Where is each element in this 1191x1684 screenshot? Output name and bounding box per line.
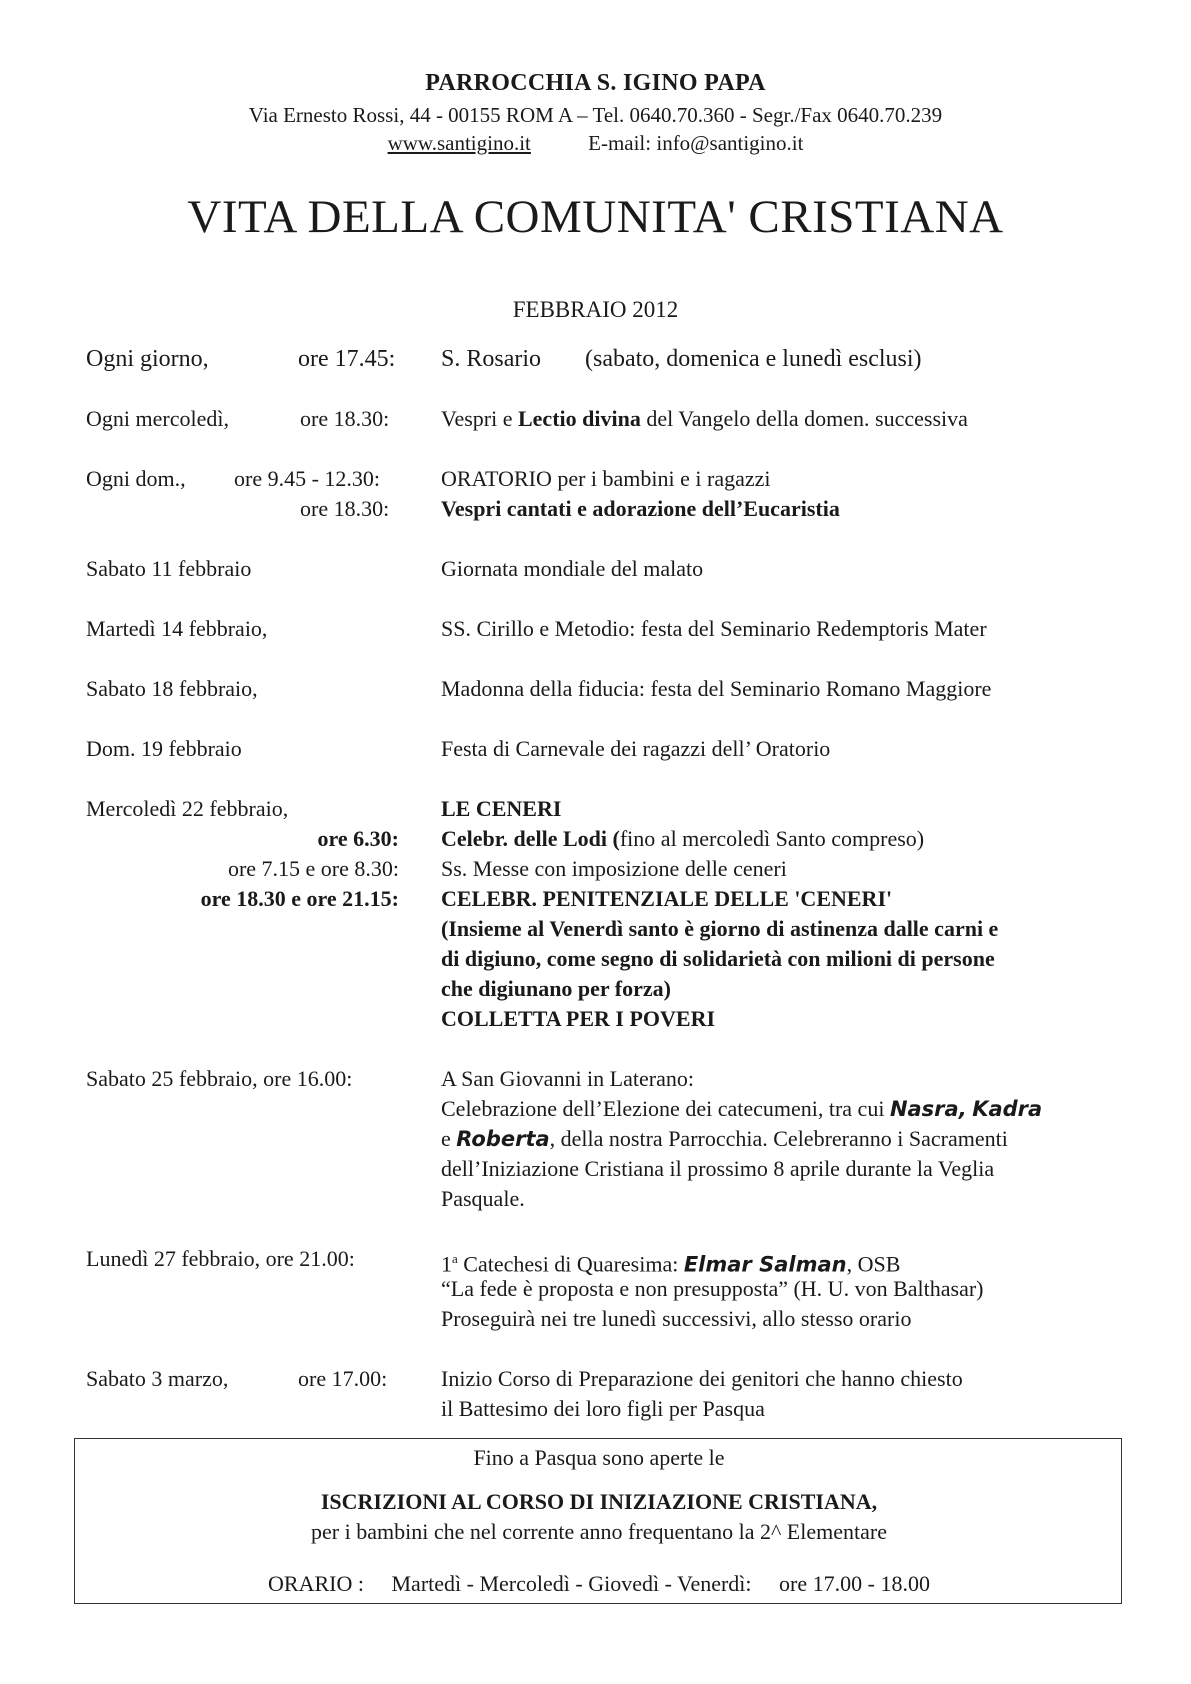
event-what: S. Rosario (441, 346, 542, 372)
notice-schedule: ORARIO : Martedì - Mercoledì - Giovedì - Venerdì: ore 17.00 - 18.00 (268, 1571, 930, 1596)
notice-audience: per i bambini che nel corrente anno frequentano la 2^ Elementare (311, 1519, 887, 1544)
event-what: Vespri e Lectio divina del Vangelo della domen. successiva (441, 406, 968, 431)
event-detail: “La fede è proposta e non presupposta” (H. U. von Balthasar) (441, 1276, 984, 1301)
event-time: ore 6.30: (317, 826, 399, 851)
event-time: ore 17.45: (298, 346, 396, 372)
event-when: Sabato 25 febbraio, ore 16.00: (86, 1066, 353, 1091)
event-detail: che digiunano per forza) (441, 976, 671, 1001)
event-what: Ss. Messe con imposizione delle ceneri (441, 856, 787, 881)
event-time: ore 18.30 e ore 21.15: (200, 886, 399, 911)
event-what: Madonna della fiducia: festa del Seminario Romano Maggiore (441, 676, 992, 701)
enrollment-notice-box (74, 1438, 1122, 1604)
event-when: Martedì 14 febbraio, (86, 616, 268, 641)
catechumen-name: Nasra, (889, 1097, 967, 1121)
event-what: Celebr. delle Lodi (fino al mercoledì Santo compreso) (441, 826, 925, 851)
event-when: Ogni dom., (86, 466, 186, 491)
event-what: A San Giovanni in Laterano: (441, 1066, 694, 1091)
parish-address: Via Ernesto Rossi, 44 - 00155 ROM A – Tel. 0640.70.360 - Segr./Fax 0640.70.239 (248, 103, 943, 127)
event-detail: Proseguirà nei tre lunedì successivi, allo stesso orario (441, 1306, 912, 1331)
lectio-divina: Lectio divina (517, 406, 641, 431)
event-detail: di digiuno, come segno di solidarietà con milioni di persone (441, 946, 995, 971)
event-when: Sabato 11 febbraio (86, 556, 252, 581)
event-detail: il Battesimo dei loro figli per Pasqua (441, 1396, 765, 1421)
event-when: Ogni giorno, (86, 346, 209, 372)
catechumen-name: Kadra (972, 1097, 1043, 1121)
event-time: ore 17.00: (298, 1366, 388, 1391)
event-detail: Celebrazione dell’Elezione dei catecumeni, tra cui Nasra, Kadra e Roberta, della nostra Parrocchia. Celebreranno i Sacramenti dell’Iniziazione Cristiana il prossimo 8 aprile durante la Veglia Pasquale. (441, 1096, 1043, 1211)
event-detail: COLLETTA PER I POVERI (441, 1006, 716, 1031)
event-when: Ogni mercoledì, (86, 406, 229, 431)
notice-heading: ISCRIZIONI AL CORSO DI INIZIAZIONE CRISTIANA, (320, 1489, 878, 1514)
parish-contacts (0, 131, 1191, 156)
event-detail: (Insieme al Venerdì santo è giorno di astinenza dalle carni e (441, 916, 999, 941)
event-when: Mercoledì 22 febbraio, (86, 796, 289, 821)
email-text: E-mail: info@santigino.it (588, 131, 804, 155)
website-link[interactable]: www.santigino.it (387, 131, 531, 155)
event-when: Sabato 3 marzo, (86, 1366, 229, 1391)
event-what: Festa di Carnevale dei ragazzi dell’ Oratorio (441, 736, 831, 761)
event-what: SS. Cirillo e Metodio: festa del Seminario Redemptoris Mater (441, 616, 987, 641)
event-when: Lunedì 27 febbraio, ore 21.00: (86, 1246, 355, 1271)
event-when: Dom. 19 febbraio (86, 736, 242, 761)
event-what: Giornata mondiale del malato (441, 556, 704, 581)
event-heading: LE CENERI (441, 796, 562, 821)
parish-name: PARROCCHIA S. IGINO PAPA (425, 70, 766, 96)
event-what: ORATORIO per i bambini e i ragazzi (441, 466, 771, 491)
event-what: 1$^a$ Catechesi di Quaresima: Elmar Salman, OSB (441, 1251, 901, 1277)
event-time: ore 7.15 e ore 8.30: (227, 856, 399, 881)
event-what: Inizio Corso di Preparazione dei genitori che hanno chiesto (441, 1366, 963, 1391)
notice-intro: Fino a Pasqua sono aperte le (473, 1445, 725, 1470)
event-time: ore 18.30: (300, 406, 390, 431)
catechumen-name: Roberta (456, 1127, 550, 1151)
speaker-name: Elmar Salman (683, 1252, 847, 1277)
event-note: (sabato, domenica e lunedì esclusi) (585, 346, 922, 372)
event-time: ore 9.45 - 12.30: (234, 466, 381, 491)
event-when: Sabato 18 febbraio, (86, 676, 258, 701)
month-heading: FEBBRAIO 2012 (512, 297, 679, 322)
event-what: CELEBR. PENITENZIALE DELLE 'CENERI' (441, 886, 893, 911)
event-time: ore 18.30: (300, 496, 390, 521)
event-what: Vespri cantati e adorazione dell’Eucaristia (441, 496, 840, 521)
page-title: VITA DELLA COMUNITA' CRISTIANA (187, 191, 1004, 243)
